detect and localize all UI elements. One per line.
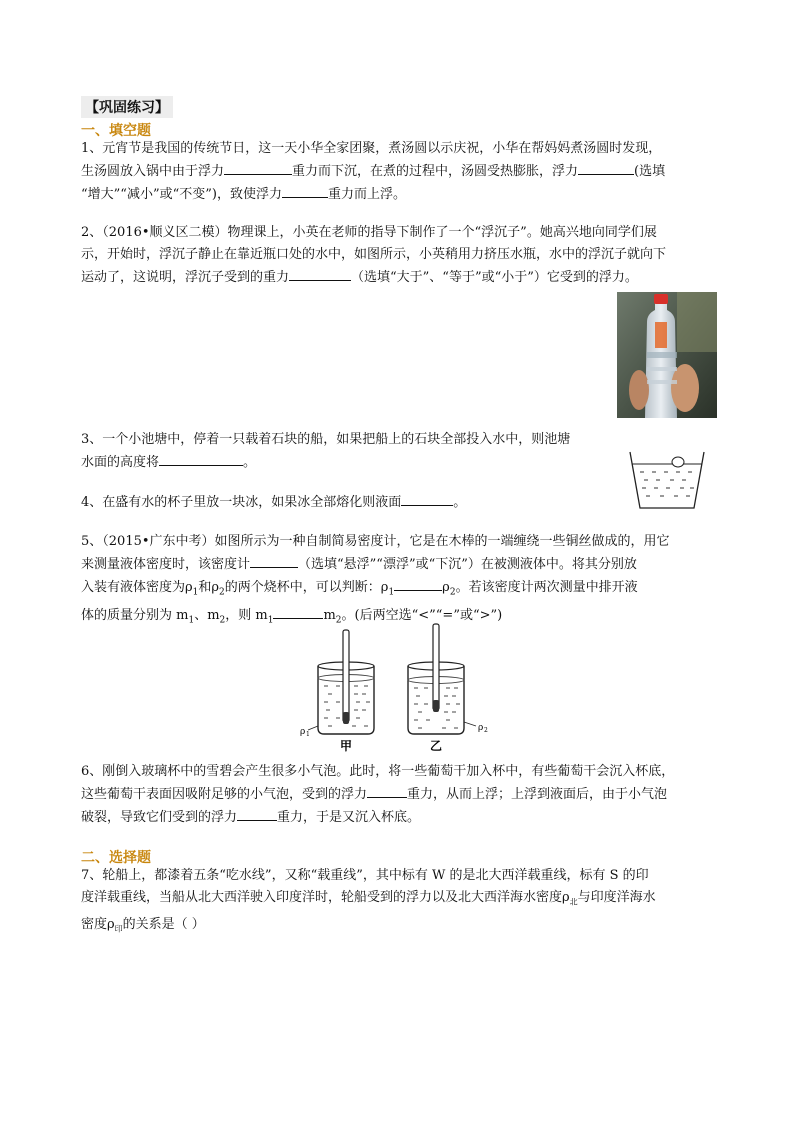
question-5 [81, 531, 721, 631]
subscript: 1 [192, 587, 199, 598]
answer-blank[interactable] [401, 491, 453, 506]
q3-line-1: 3、一个小池塘中，停着一只载着石块的船，如果把船上的石块全部投入水中，则池塘 [81, 432, 571, 447]
q3-text: 。 [243, 455, 257, 470]
section-header-consolidation: 【巩固练习】 [81, 96, 173, 118]
q7-line-3 [81, 914, 721, 941]
q2-text: （选填“大于”、“等于”或“小于”）它受到的浮力。 [351, 270, 638, 285]
q4-line-1 [81, 491, 721, 514]
q6-line-1: 6、刚倒入玻璃杯中的雪碧会产生很多小气泡。此时，将一些葡萄干加入杯中，有些葡萄干会沉入杯底， [81, 764, 675, 779]
q5-text: 的两个烧杯中，可以判断：ρ [224, 580, 389, 595]
answer-blank[interactable] [237, 806, 277, 821]
q1-line-3 [81, 183, 721, 206]
q3-text: 水面的高度将 [81, 455, 160, 470]
subscript: 1 [188, 615, 195, 626]
q5-line-3 [81, 576, 721, 604]
subscript: 2 [449, 587, 456, 598]
answer-blank[interactable] [578, 160, 634, 175]
subscript: 1 [267, 615, 274, 626]
q5-text: 体的质量分别为 m [81, 607, 189, 623]
q2-line-1: 2、（2016•顺义区二模）物理课上，小英在老师的指导下制作了一个“浮沉子”。她高兴地向同学们展 [81, 225, 657, 240]
rho2-label: ρ [478, 723, 484, 733]
question-6 [81, 761, 721, 829]
beaker-label-jia: 甲 [340, 739, 353, 752]
hydrometer-beakers-diagram [296, 622, 496, 752]
q6-text: 重力，于是又沉入杯底。 [277, 810, 421, 825]
bottle-photo [617, 292, 717, 418]
q1-line-1: 1、元宵节是我国的传统节日，这一天小华全家团聚，煮汤圆以示庆祝，小华在帮妈妈煮汤圆时发现， [81, 141, 662, 156]
q5-line-2 [81, 553, 721, 576]
answer-blank[interactable] [367, 783, 407, 798]
q5-text: ，则 m [225, 607, 268, 623]
subscript: 印 [114, 924, 123, 934]
q2-text: 运动了，这说明，浮沉子受到的重力 [81, 270, 290, 285]
q6-line-2 [81, 783, 721, 806]
q5-text: （选填“悬浮”“漂浮”或“下沉”）在被测液体中。将其分别放 [298, 557, 637, 572]
q5-text: m [323, 607, 336, 623]
q7-line-1: 7、轮船上，都漆着五条“吃水线”，又称“载重线”，其中标有 W 的是北大西洋载重线，标有 S 的印 [81, 868, 649, 883]
section-title-multiple-choice: 二、选择题 [81, 850, 151, 866]
subscript: 北 [569, 897, 578, 907]
q2-line-3 [81, 266, 721, 289]
question-2 [81, 222, 721, 289]
q5-text: 。若该密度计两次测量中排开液 [455, 580, 638, 595]
answer-blank[interactable] [224, 160, 292, 175]
subscript: 1 [388, 587, 395, 598]
q6-text: 重力，从而上浮；上浮到液面后，由于小气泡 [407, 787, 668, 802]
q6-text: 破裂，导致它们受到的浮力 [81, 810, 238, 825]
q1-text: “增大”“减小”或“不变”)，致使浮力 [81, 187, 282, 202]
section-title-fill-in: 一、填空题 [81, 123, 151, 139]
q7-text: 的关系是（ ） [122, 916, 205, 932]
beaker-label-yi: 乙 [430, 739, 443, 752]
q5-text: 和ρ [198, 580, 220, 595]
q1-text: 重力而下沉，在煮的过程中，汤圆受热膨胀，浮力 [292, 164, 579, 179]
answer-blank[interactable] [289, 266, 351, 281]
q5-text: 入装有液体密度为ρ [81, 580, 193, 595]
q7-line-2 [81, 887, 721, 914]
rho2-subscript: 2 [484, 727, 488, 734]
question-4 [81, 491, 721, 514]
q1-line-2 [81, 160, 721, 183]
q3-line-2 [81, 451, 721, 474]
subscript: 2 [335, 615, 342, 626]
q6-line-3 [81, 806, 721, 829]
q4-text: 。 [453, 495, 467, 510]
q1-text: 重力而上浮。 [327, 187, 406, 202]
beaker-left [300, 630, 374, 752]
question-1 [81, 138, 721, 206]
q7-text: 度洋载重线，当船从北大西洋驶入印度洋时，轮船受到的浮力以及北大西洋海水密度ρ [81, 890, 570, 905]
q5-text: 、m [194, 607, 220, 623]
q1-text: (选填 [634, 164, 666, 179]
q7-text: 与印度洋海水 [577, 890, 656, 905]
q5-text: 来测量液体密度时，该密度计 [81, 557, 251, 572]
q7-text: 密度ρ [81, 916, 115, 932]
subscript: 2 [219, 615, 226, 626]
answer-blank[interactable] [282, 183, 328, 198]
q6-text: 这些葡萄干表面因吸附足够的小气泡，受到的浮力 [81, 787, 368, 802]
answer-blank[interactable] [394, 576, 442, 591]
q1-text: 生汤圆放入锅中由于浮力 [81, 164, 225, 179]
q5-text: ρ [442, 580, 450, 595]
answer-blank[interactable] [250, 553, 298, 568]
subscript: 2 [219, 587, 225, 598]
question-7 [81, 865, 721, 940]
rho1-subscript: 1 [306, 731, 310, 738]
answer-blank[interactable] [159, 451, 243, 466]
beaker-right [408, 624, 488, 752]
question-3 [81, 429, 721, 474]
q4-text: 4、在盛有水的杯子里放一块冰，如果冰全部熔化则液面 [81, 495, 402, 510]
rho1-label: ρ [300, 727, 306, 737]
q2-line-2: 示，开始时，浮沉子静止在靠近瓶口处的水中，如图所示，小英稍用力挤压水瓶，水中的浮沉子就向下 [81, 247, 667, 262]
q5-line-1: 5、（2015•广东中考）如图所示为一种自制简易密度计，它是在木棒的一端缠绕一些铜丝做成的，用它 [81, 534, 670, 549]
q5-text: 。(后两空选“<”“=”或“>”) [341, 607, 503, 623]
answer-blank[interactable] [273, 604, 323, 619]
